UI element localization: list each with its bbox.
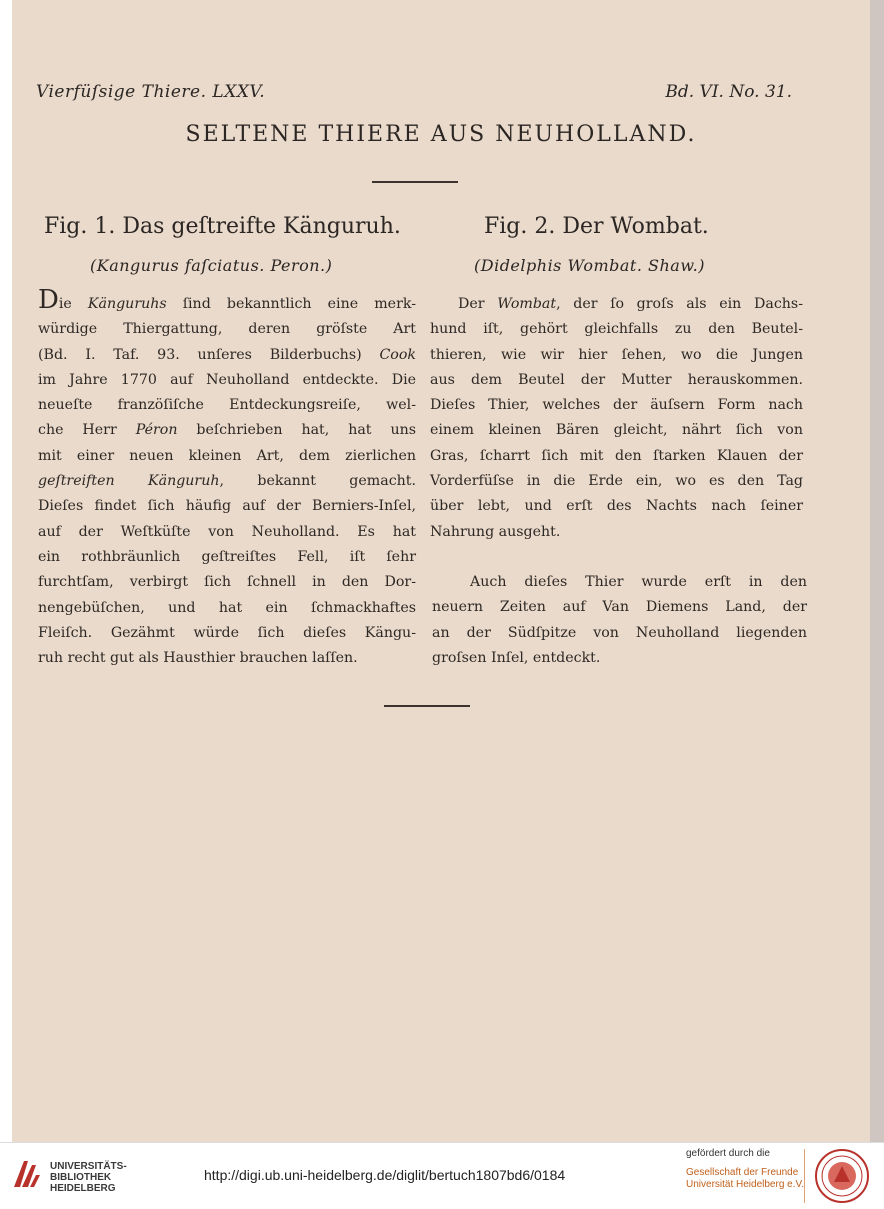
title-rule	[372, 181, 458, 183]
italic-term: geſtreiften Känguruh	[38, 473, 220, 490]
text-line	[430, 520, 803, 545]
text-segment: neueſte franzöſiſche Entdeckungsreiſe, wel-	[38, 397, 416, 414]
text-line	[38, 418, 416, 443]
text-line	[38, 646, 416, 671]
fig2-text-paragraph-2	[432, 570, 807, 671]
text-segment: aus dem Beutel der Mutter herauskommen.	[430, 371, 803, 388]
fig1-subtitle: (Kangurus faſciatus. Peron.)	[90, 256, 333, 275]
text-segment: , bekannt gemacht.	[219, 473, 416, 490]
fig1-text-column	[38, 285, 416, 671]
footer-bar	[0, 1142, 884, 1209]
library-name-line-3: HEIDELBERG	[50, 1183, 116, 1194]
italic-term: Péron	[135, 422, 178, 439]
text-line	[38, 621, 416, 646]
text-line	[38, 494, 416, 519]
text-segment: im Jahre 1770 auf Neuholland entdeckte. Die	[38, 371, 416, 388]
text-line	[38, 469, 416, 494]
text-segment: ein rothbräunlich geſtreiſtes Fell, iſt ſehr	[38, 548, 416, 565]
text-line	[38, 596, 416, 621]
text-segment: an der Südſpitze von Neuholland liegenden	[432, 624, 807, 641]
text-segment: mit einer neuen kleinen Art, dem zierlichen	[38, 447, 416, 464]
text-line	[432, 646, 807, 671]
text-line	[430, 418, 803, 443]
text-segment: Gras, ſcharrt ſich mit den ſtarken Klauen der	[430, 447, 803, 464]
footer-divider	[804, 1149, 805, 1203]
university-seal-icon	[814, 1148, 870, 1204]
text-segment: Nahrung ausgeht.	[430, 523, 561, 540]
italic-term: Cook	[379, 346, 416, 363]
text-line	[430, 444, 803, 469]
library-logo-icon	[10, 1157, 42, 1191]
library-name-line-1: UNIVERSITÄTS-	[50, 1161, 127, 1172]
text-line	[38, 545, 416, 570]
scanned-page	[12, 0, 870, 1142]
text-line	[430, 317, 803, 342]
text-segment: einem kleinen Bären gleicht, nährt ſich von	[430, 422, 803, 439]
sponsor-name[interactable]	[686, 1167, 804, 1191]
text-segment: ie	[58, 296, 88, 312]
text-line	[430, 368, 803, 393]
text-line	[432, 570, 807, 595]
running-header-left: Vierfüſsige Thiere. LXXV.	[36, 82, 266, 102]
end-rule	[384, 705, 470, 707]
sponsor-name-line-1: Gesellschaft der Freunde	[686, 1167, 799, 1178]
fig2-text-paragraph-1	[430, 292, 803, 545]
text-segment: Vorderfüſse in die Erde ein, wo es den Tag	[430, 473, 803, 490]
library-name	[50, 1161, 127, 1194]
text-segment: neuern Zeiten auf Van Diemens Land, der	[432, 599, 807, 616]
library-name-line-2: BIBLIOTHEK	[50, 1172, 112, 1183]
text-line	[38, 570, 416, 595]
text-line	[430, 393, 803, 418]
text-line	[430, 292, 803, 317]
text-segment: Auch dieſes Thier wurde erſt in den	[470, 574, 807, 590]
text-segment: Dieſes findet ſich häufig auf der Berniers-Inſel,	[38, 498, 416, 515]
text-line	[38, 285, 416, 317]
text-line	[432, 595, 807, 620]
text-segment: furchtſam, verbirgt ſich ſchnell in den Dor-	[38, 574, 416, 591]
text-segment: nengebüſchen, und hat ein ſchmackhaftes	[38, 599, 416, 616]
text-segment: beſchrieben hat, hat uns	[177, 422, 416, 439]
italic-term: Känguruhs	[87, 296, 167, 312]
italic-term: Wombat	[497, 296, 557, 312]
text-segment: würdige Thiergattung, deren gröſste Art	[38, 321, 416, 338]
page-title: SELTENE THIERE AUS NEUHOLLAND.	[185, 122, 697, 147]
text-line	[38, 343, 416, 368]
text-line	[38, 317, 416, 342]
fig1-title: Fig. 1. Das geſtreifte Känguruh.	[44, 214, 401, 239]
text-segment: , der ſo groſs als ein Dachs-	[556, 296, 803, 312]
permalink-url[interactable]: http://digi.ub.uni-heidelberg.de/diglit/bertuch1807bd6/0184	[204, 1167, 566, 1183]
text-segment: che Herr	[38, 422, 136, 439]
text-segment: Fleiſch. Gezähmt würde ſich dieſes Kängu-	[38, 624, 416, 641]
text-segment: groſsen Inſel, entdeckt.	[432, 649, 601, 666]
text-segment: hund iſt, gehört gleichfalls zu den Beutel-	[430, 321, 803, 338]
drop-cap: D	[38, 285, 59, 315]
fig2-title: Fig. 2. Der Wombat.	[484, 214, 709, 239]
text-segment: ſind bekanntlich eine merk-	[166, 296, 416, 312]
text-line	[430, 494, 803, 519]
text-segment: (Bd. I. Taf. 93. unſeres Bilderbuchs)	[38, 346, 380, 363]
text-segment: thieren, wie wir hier ſehen, wo die Jungen	[430, 346, 803, 363]
running-header-right: Bd. VI. No. 31.	[665, 82, 792, 102]
text-line	[38, 393, 416, 418]
text-line	[430, 469, 803, 494]
text-line	[38, 444, 416, 469]
text-segment: ruh recht gut als Hausthier brauchen laſſen.	[38, 650, 358, 667]
fig2-subtitle: (Didelphis Wombat. Shaw.)	[474, 256, 705, 275]
text-line	[38, 368, 416, 393]
page-edge	[870, 0, 884, 1142]
sponsor-name-line-2: Universität Heidelberg e.V.	[686, 1179, 805, 1190]
text-segment: über lebt, und erſt des Nachts nach ſeiner	[430, 498, 803, 515]
text-segment: auf der Weſtküſte von Neuholland. Es hat	[38, 523, 416, 540]
text-line	[430, 343, 803, 368]
sponsor-label: gefördert durch die	[686, 1148, 770, 1159]
text-segment: Der	[458, 296, 498, 312]
text-line	[38, 520, 416, 545]
text-segment: Dieſes Thier, welches der äuſsern Form nach	[430, 397, 803, 414]
text-line	[432, 621, 807, 646]
